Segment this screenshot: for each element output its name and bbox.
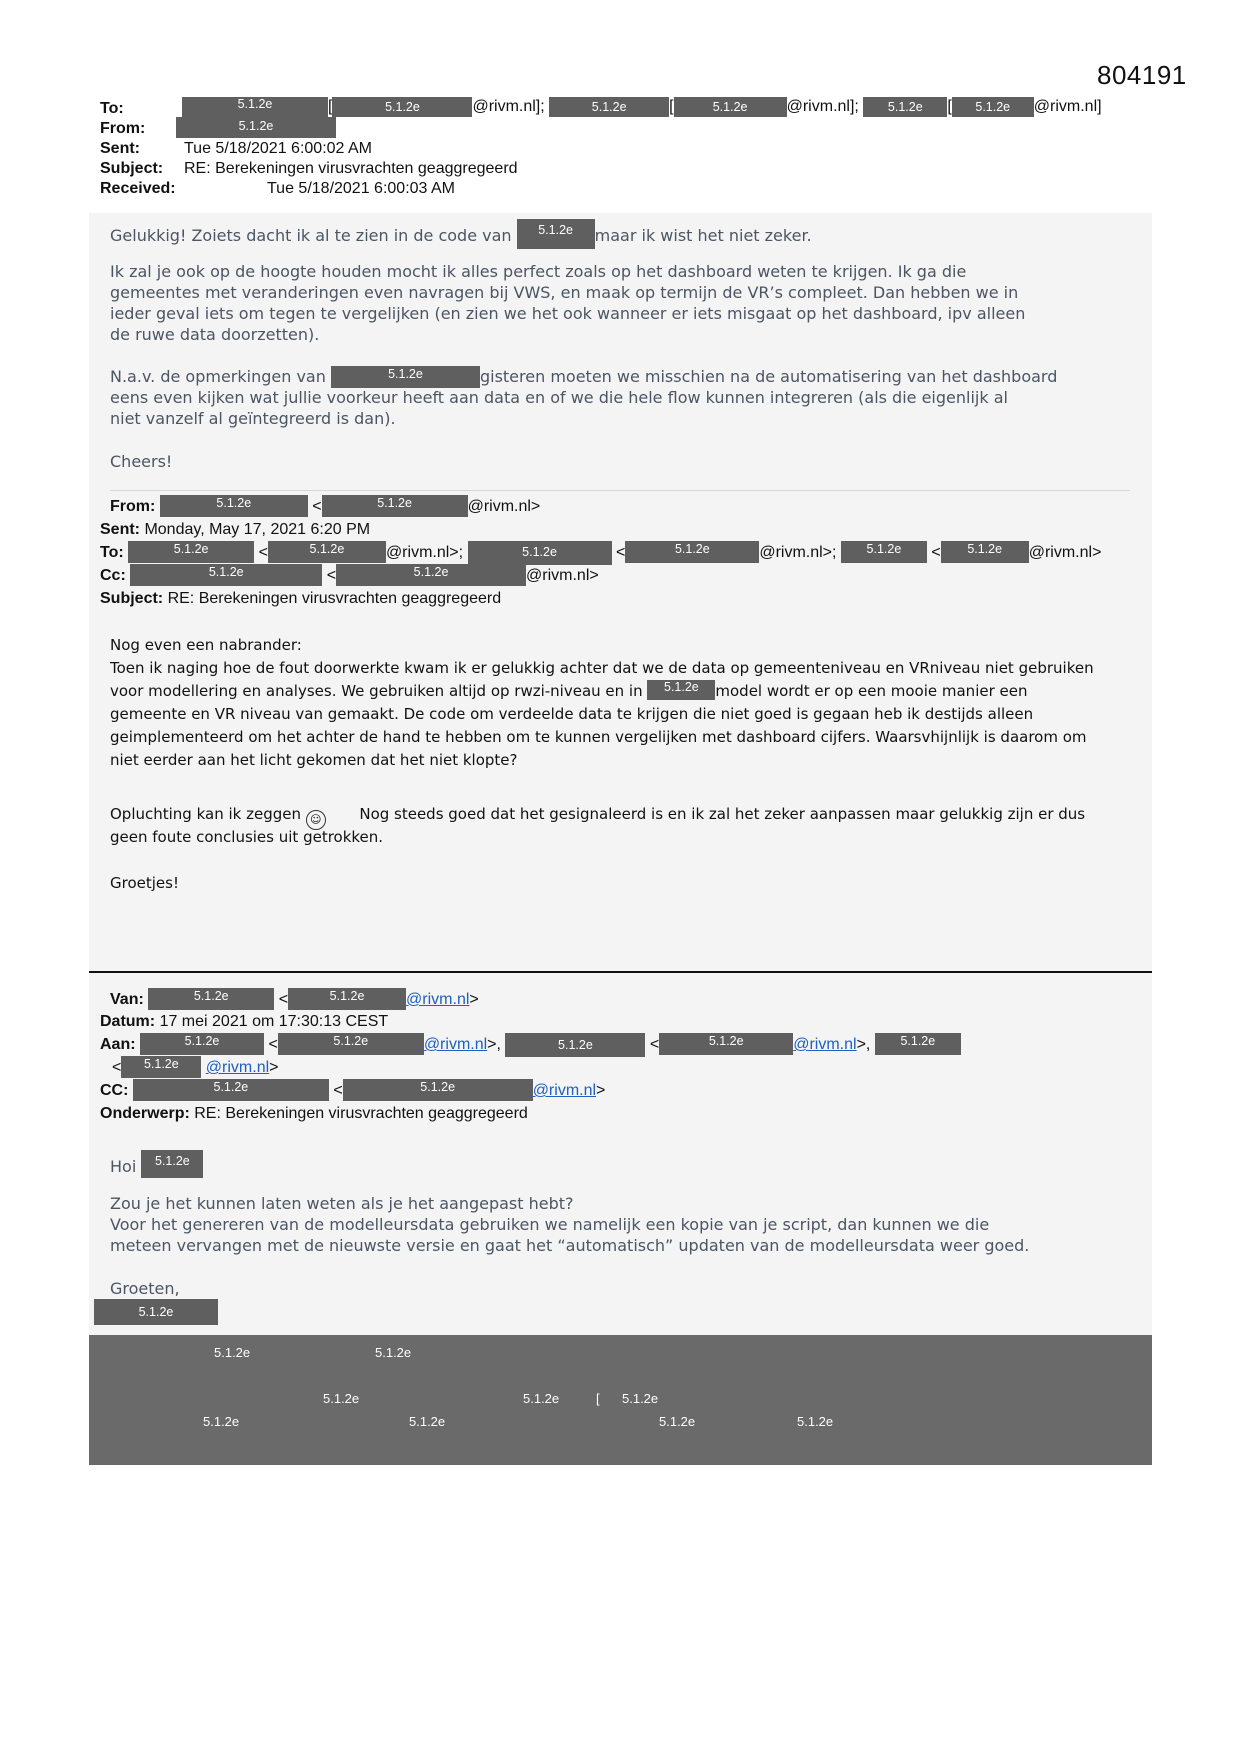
msg3-greeting xyxy=(110,1150,203,1178)
bracket: < xyxy=(326,567,337,584)
bracket: >, xyxy=(856,1036,871,1053)
msg2-text: Nog steeds goed dat het gesignaleerd is en ik zal het zeker aanpassen maar gelukkig zijn er dus xyxy=(359,805,1086,823)
msg2-cc-row xyxy=(100,564,599,587)
redaction: 5.1.2e xyxy=(268,541,386,563)
msg2-line: Nog even een nabrander: xyxy=(110,636,302,654)
bracket: < xyxy=(615,544,626,561)
subject-label: Subject: xyxy=(100,590,164,607)
datum-value: 17 mei 2021 om 17:30:13 CEST xyxy=(159,1013,389,1030)
msg2-line: gemeente en VR niveau van gemaakt. De code om verdeelde data te krijgen die niet goed is gegaan heb ik destijds alleen xyxy=(110,705,1034,723)
redaction: 5.1.2e xyxy=(505,1033,645,1057)
email-link[interactable]: @rivm.nl xyxy=(793,1036,857,1053)
redaction: 5.1.2e xyxy=(331,366,480,388)
redaction: 5.1.2e xyxy=(336,564,526,586)
bracket: < xyxy=(312,498,322,515)
redaction: 5.1.2e xyxy=(148,988,274,1010)
datum-label: Datum: xyxy=(100,1013,156,1030)
msg2-text: Opluchting kan ik zeggen xyxy=(110,805,301,823)
email-domain: @rivm.nl> xyxy=(526,567,599,584)
msg2-to-row xyxy=(100,541,1101,565)
to-domain: @rivm.nl] xyxy=(1033,98,1102,115)
redaction: 5.1.2e xyxy=(863,97,947,117)
cc-label: Cc: xyxy=(100,567,126,584)
onderwerp-value: RE: Berekeningen virusvrachten geaggregeerd xyxy=(194,1105,528,1122)
redaction-label: 5.1.2e xyxy=(323,1391,360,1406)
to-domain: @rivm.nl]; xyxy=(786,98,859,115)
email-domain: @rivm.nl> xyxy=(467,498,541,515)
msg1-text: maar ik wist het niet zeker. xyxy=(594,226,812,245)
msg3-line: meteen vervangen met de nieuwste versie en gaat het “automatisch” updaten van de modelleursdata weer goed. xyxy=(110,1236,1030,1255)
redaction: 5.1.2e xyxy=(288,988,406,1010)
msg1-line: ieder geval iets om tegen te vergelijken (en zien we het ook wanneer er iets misgaat op het dashboard, ipv alleen xyxy=(110,304,1026,323)
bracket: < xyxy=(112,1059,122,1076)
msg1-line xyxy=(110,219,812,249)
bracket: < xyxy=(649,1036,660,1053)
redaction: 5.1.2e xyxy=(332,97,472,117)
redaction-label: 5.1.2e xyxy=(409,1414,446,1429)
redaction: 5.1.2e xyxy=(176,117,336,138)
redaction-label: 5.1.2e xyxy=(375,1345,412,1360)
redaction: 5.1.2e xyxy=(625,541,759,563)
bracket: > xyxy=(469,991,479,1008)
redaction-label: 5.1.2e xyxy=(797,1414,834,1429)
msg1-line: niet vanzelf al geïntegreerd is dan). xyxy=(110,409,396,428)
bracket: < xyxy=(258,544,268,561)
sent-label: Sent: xyxy=(100,521,140,538)
cc-label: CC: xyxy=(100,1082,129,1099)
redaction: 5.1.2e xyxy=(549,97,669,117)
subject-value: RE: Berekeningen virusvrachten geaggregeerd xyxy=(184,160,518,177)
redaction: 5.1.2e xyxy=(94,1299,218,1325)
msg3-line: Voor het genereren van de modelleursdata gebruiken we namelijk een kopie van je script, dan kunnen we die xyxy=(110,1215,990,1234)
email-domain: @rivm.nl> xyxy=(1028,544,1102,561)
bracket: >, xyxy=(487,1036,501,1053)
redaction: 5.1.2e xyxy=(278,1033,424,1055)
redaction: 5.1.2e xyxy=(121,1056,201,1078)
msg3-datum-row xyxy=(100,1010,388,1033)
subject-value: RE: Berekeningen virusvrachten geaggregeerd xyxy=(167,590,502,607)
msg2-line xyxy=(110,680,1027,703)
redaction: 5.1.2e xyxy=(875,1033,961,1055)
sent-label: Sent: xyxy=(100,140,140,157)
msg2-text: model wordt er op een mooie manier een xyxy=(715,682,1028,700)
received-label: Received: xyxy=(100,180,176,197)
msg3-text: Hoi xyxy=(110,1157,137,1176)
bracket: < xyxy=(931,544,941,561)
to-label: To: xyxy=(100,100,124,117)
redaction: 5.1.2e xyxy=(130,564,322,586)
from-label: From: xyxy=(110,498,156,515)
from-label: From: xyxy=(100,120,146,137)
redaction: 5.1.2e xyxy=(468,541,612,565)
redaction: 5.1.2e xyxy=(517,219,595,249)
msg3-subject-row xyxy=(100,1102,528,1125)
bracket: < xyxy=(278,991,289,1008)
redaction: 5.1.2e xyxy=(343,1079,533,1101)
redaction-label: 5.1.2e xyxy=(622,1391,659,1406)
msg3-aan-row xyxy=(100,1033,961,1057)
to-label: To: xyxy=(100,544,124,561)
redaction: 5.1.2e xyxy=(182,97,328,117)
received-value: Tue 5/18/2021 6:00:03 AM xyxy=(267,180,455,197)
email-link[interactable]: @rivm.nl xyxy=(423,1036,488,1053)
redaction-label: [ xyxy=(596,1391,600,1406)
sent-value: Tue 5/18/2021 6:00:02 AM xyxy=(184,140,372,157)
msg1-text: gisteren moeten we misschien na de automatisering van het dashboard xyxy=(479,367,1058,386)
msg3-signoff: Groeten, xyxy=(110,1279,180,1298)
email-domain: @rivm.nl>; xyxy=(759,544,837,561)
bracket: < xyxy=(268,1036,278,1053)
redaction: 5.1.2e xyxy=(128,541,254,563)
msg2-signoff: Groetjes! xyxy=(110,874,179,892)
msg2-line: niet eerder aan het licht gekomen dat het niet klopte? xyxy=(110,751,518,769)
redaction: 5.1.2e xyxy=(659,1033,793,1055)
redaction: 5.1.2e xyxy=(133,1079,329,1101)
aan-label: Aan: xyxy=(100,1036,136,1053)
redaction: 5.1.2e xyxy=(841,541,927,563)
msg2-line: Toen ik naging hoe de fout doorwerkte kwam ik er gelukkig achter dat we de data op gemeenteniveau en VRniveau niet gebruiken xyxy=(110,659,1094,677)
msg1-line: Ik zal je ook op de hoogte houden mocht ik alles perfect zoals op het dashboard weten te krijgen. Ik ga die xyxy=(110,262,967,281)
divider xyxy=(89,971,1152,973)
redaction-label: 5.1.2e xyxy=(214,1345,251,1360)
subject-label: Subject: xyxy=(100,160,164,177)
document-number: 804191 xyxy=(1097,60,1187,90)
redaction: 5.1.2e xyxy=(140,1033,264,1055)
email-link[interactable]: @rivm.nl xyxy=(205,1059,270,1076)
redaction: 5.1.2e xyxy=(952,97,1034,117)
bracket: > xyxy=(596,1082,606,1099)
msg1-line xyxy=(110,366,1057,388)
msg3-aan-row-cont xyxy=(112,1056,279,1079)
msg2-line: geimplementeerd om het achter de hand te hebben om te kunnen vergelijken met dashboard cijfers. Waarsvhijnlijk is daarom om xyxy=(110,728,1087,746)
msg2-sent-row xyxy=(100,518,370,541)
msg3-van-row xyxy=(110,988,479,1011)
email-link[interactable]: @rivm.nl xyxy=(406,991,470,1008)
msg2-from-row xyxy=(110,495,540,518)
msg1-text: Gelukkig! Zoiets dacht ik al te zien in de code van xyxy=(110,226,512,245)
msg1-text: N.a.v. de opmerkingen van xyxy=(110,367,326,386)
onderwerp-label: Onderwerp: xyxy=(100,1105,190,1122)
msg1-line: eens even kijken wat jullie voorkeur heeft aan data en of we die hele flow kunnen integreren (als die eigenlijk al xyxy=(110,388,1008,407)
bracket: > xyxy=(269,1059,279,1076)
signature-redaction-block xyxy=(89,1335,1152,1465)
redaction: 5.1.2e xyxy=(941,541,1029,563)
redaction: 5.1.2e xyxy=(322,495,468,517)
msg2-subject-row xyxy=(100,587,501,610)
redaction: 5.1.2e xyxy=(647,680,715,700)
redaction-label: 5.1.2e xyxy=(203,1414,240,1429)
relieved-face-icon: ☺ xyxy=(306,810,326,830)
email-link[interactable]: @rivm.nl xyxy=(532,1082,597,1099)
msg3-cc-row xyxy=(100,1079,605,1102)
redaction-label: 5.1.2e xyxy=(523,1391,560,1406)
sent-value: Monday, May 17, 2021 6:20 PM xyxy=(144,521,371,538)
to-domain: @rivm.nl]; xyxy=(472,98,545,115)
redaction-label: 5.1.2e xyxy=(659,1414,696,1429)
msg1-signoff: Cheers! xyxy=(110,452,173,471)
redaction: 5.1.2e xyxy=(141,1150,203,1178)
msg1-line: de ruwe data doorzetten). xyxy=(110,325,320,344)
divider xyxy=(110,490,1130,491)
redaction: 5.1.2e xyxy=(674,97,787,117)
bracket: < xyxy=(333,1082,343,1099)
email-domain: @rivm.nl>; xyxy=(385,544,464,561)
van-label: Van: xyxy=(110,991,144,1008)
msg2-line: geen foute conclusies uit getrokken. xyxy=(110,828,384,846)
redaction: 5.1.2e xyxy=(160,495,308,517)
msg2-text: voor modellering en analyses. We gebruiken altijd op rwzi-niveau en in xyxy=(110,682,643,700)
msg3-line: Zou je het kunnen laten weten als je het aangepast hebt? xyxy=(110,1194,574,1213)
msg1-line: gemeentes met veranderingen even navragen bij VWS, en maak op termijn de VR’s compleet. Dan hebben we in xyxy=(110,283,1019,302)
